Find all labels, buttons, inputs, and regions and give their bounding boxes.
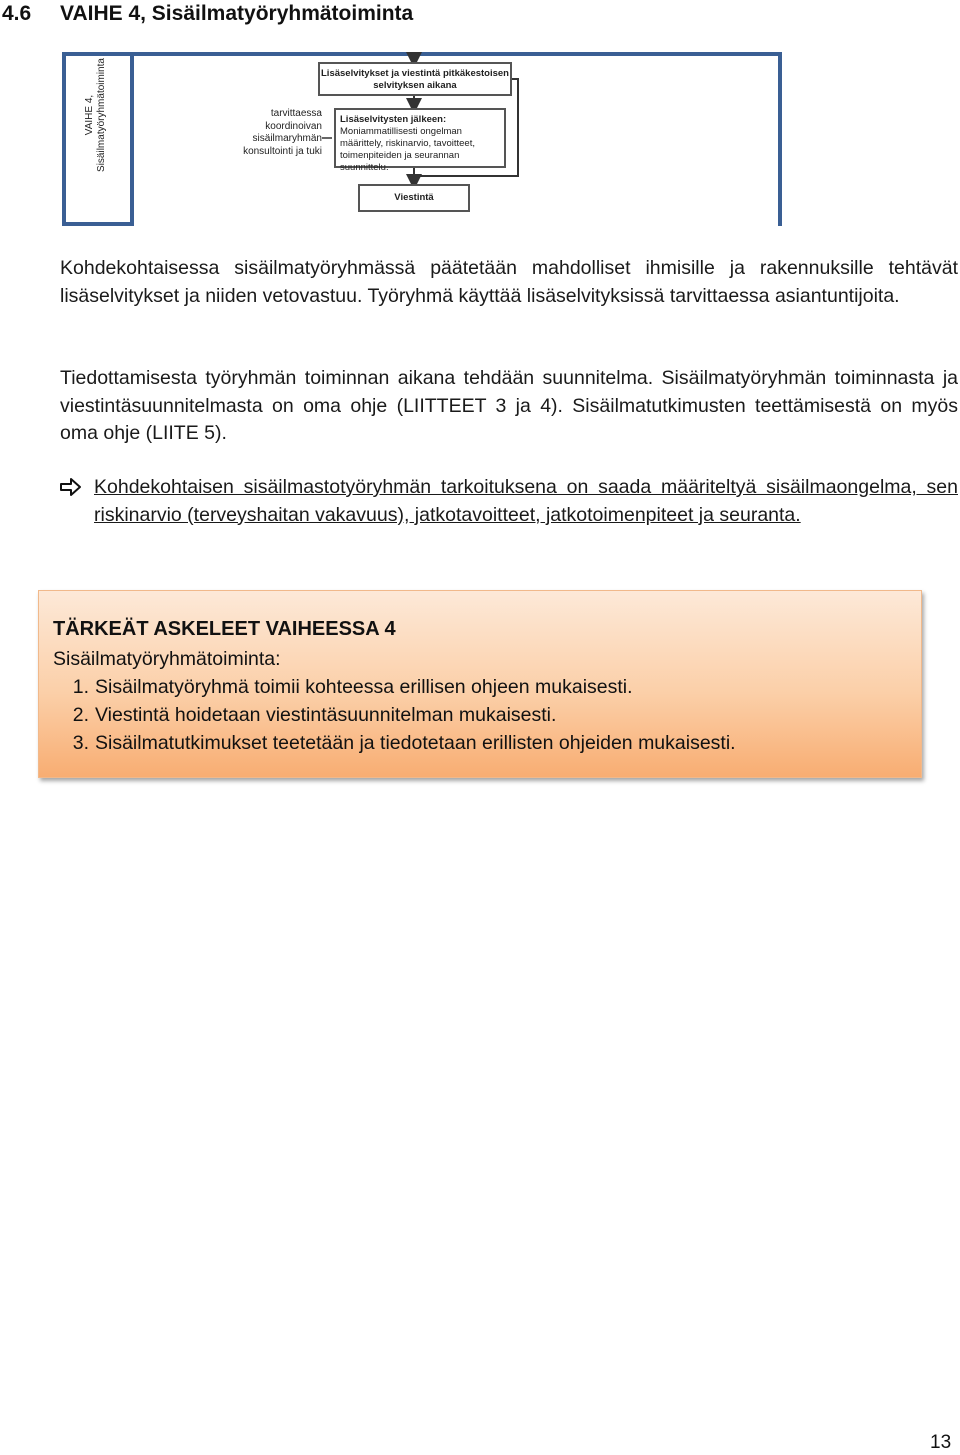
- highlight-paragraph: [60, 474, 958, 558]
- flow-box-after-studies-text: Moniammatillisesti ongelman määrittely, riskinarvio, tavoitteet, toimenpiteiden ja seurannan suunnittelu.: [340, 126, 475, 173]
- section-number: 4.6: [2, 2, 32, 25]
- important-steps-box: [38, 590, 922, 778]
- section-heading: [2, 0, 413, 28]
- page-number: 13: [930, 1432, 952, 1453]
- paragraph-2: Tiedottamisesta työryhmän toiminnan aikana tehdään suunnitelma. Sisäilmatyöryhmän toiminnasta ja viestintäsuunnitelmasta on oma ohje (LIITTEET 3 ja 4). Sisäilmatutkimusten teettämisestä on myös oma ohje (LIITE 5).: [60, 367, 958, 444]
- step-text: Sisäilmatutkimukset teetetään ja tiedotetaan erillisten ohjeiden mukaisesti.: [95, 732, 736, 754]
- steps-list: [53, 673, 913, 757]
- phase-label-line2: Sisäilmatyöryhmätoiminta: [96, 58, 107, 172]
- section-title: VAIHE 4, Sisäilmatyöryhmätoiminta: [60, 2, 414, 25]
- step-text: Viestintä hoidetaan viestintäsuunnitelman mukaisesti.: [95, 704, 557, 726]
- step-item: [53, 673, 913, 701]
- flow-box-additional-studies: Lisäselvitykset ja viestintä pitkäkestoisen selvityksen aikana: [318, 62, 512, 96]
- step-text: Sisäilmatyöryhmä toimii kohteessa erillisen ohjeen mukaisesti.: [95, 676, 633, 698]
- flow-box-communication: Viestintä: [358, 184, 470, 212]
- step-number: 2.: [72, 704, 89, 726]
- highlight-text: Kohdekohtaisen sisäilmastotyöryhmän tarkoituksena on saada määriteltyä sisäilmaongelma, sen riskinarvio (terveyshaitan vakavuus), jatkotavoitteet, jatkotoimenpiteet ja seuranta.: [94, 476, 958, 526]
- step-item: [53, 729, 913, 757]
- consultation-note: tarvittaessa koordinoivan sisäilmaryhmän konsultointi ja tuki: [243, 108, 322, 157]
- step-item: [53, 701, 913, 729]
- flow-box-after-studies: [334, 108, 506, 173]
- process-flowchart: [62, 52, 782, 226]
- phase-label-line1: VAIHE 4,: [84, 94, 95, 136]
- flow-box-after-studies-title: Lisäselvitysten jälkeen:: [340, 114, 447, 125]
- step-number: 3.: [72, 732, 89, 754]
- steps-box-title: TÄRKEÄT ASKELEET VAIHEESSA 4: [53, 618, 396, 640]
- paragraph-1: Kohdekohtaisessa sisäilmatyöryhmässä päätetään mahdolliset ihmisille ja rakennuksille tehtävät lisäselvitykset ja niiden vetovastuu. Työryhmä käyttää lisäselvityksissä tarvittaessa asiantuntijoita.: [60, 257, 958, 307]
- step-number: 1.: [72, 676, 89, 698]
- right-arrow-icon: [60, 476, 82, 498]
- steps-box-subtitle: Sisäilmatyöryhmätoiminta:: [53, 648, 281, 670]
